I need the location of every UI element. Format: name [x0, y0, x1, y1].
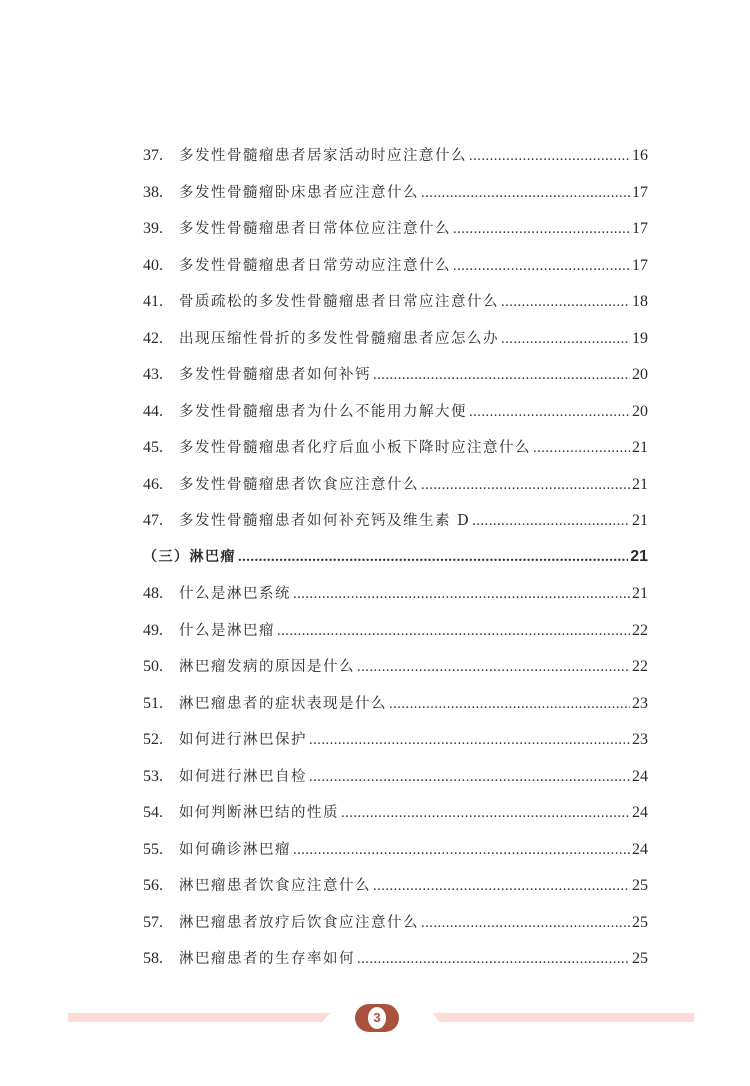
page-ref: 25 — [632, 913, 648, 931]
entry-number: 53. — [143, 767, 163, 785]
dot-leader — [373, 878, 630, 895]
dot-leader — [501, 331, 630, 348]
entry-title: 多发性骨髓瘤患者饮食应注意什么 — [179, 476, 419, 493]
toc-entry[interactable] — [143, 290, 648, 327]
page-number: 3 — [368, 1007, 386, 1029]
entry-number: 56. — [143, 877, 163, 894]
dot-leader — [453, 221, 630, 238]
section-title: （三）淋巴瘤 — [143, 548, 236, 565]
entry-title: 多发性骨髓瘤患者如何补钙 — [179, 367, 371, 383]
entry-title: 多发性骨髓瘤患者居家活动时应注意什么 — [179, 148, 467, 164]
entry-number: 48. — [143, 585, 163, 602]
toc-entry[interactable] — [143, 765, 648, 802]
entry-title: 淋巴瘤患者的症状表现是什么 — [179, 695, 387, 712]
footer-bar-right — [432, 1013, 694, 1022]
toc-entry[interactable] — [143, 509, 648, 546]
dot-leader — [309, 769, 630, 786]
dot-leader — [277, 623, 630, 640]
entry-title: 淋巴瘤患者的生存率如何 — [179, 951, 355, 967]
page-ref: 18 — [632, 293, 648, 310]
entry-title: 什么是淋巴瘤 — [179, 622, 275, 639]
dot-leader — [373, 367, 630, 384]
dot-leader — [469, 404, 630, 421]
toc-entry[interactable] — [143, 327, 648, 364]
entry-title: 多发性骨髓瘤患者为什么不能用力解大便 — [179, 403, 467, 420]
entry-title: 多发性骨髓瘤患者如何补充钙及维生素 D — [179, 513, 471, 529]
entry-number: 57. — [143, 913, 163, 931]
page-ref: 21 — [630, 547, 648, 565]
page-ref: 20 — [632, 366, 648, 383]
entry-title: 多发性骨髓瘤患者日常劳动应注意什么 — [179, 257, 451, 274]
toc-entry[interactable] — [143, 363, 648, 400]
page-ref: 21 — [632, 585, 648, 602]
toc-entry[interactable] — [143, 400, 648, 437]
toc-entry[interactable] — [143, 911, 648, 948]
entry-number: 45. — [143, 439, 163, 456]
page-ref: 21 — [632, 512, 648, 529]
toc-entry[interactable] — [143, 838, 648, 875]
entry-title: 多发性骨髓瘤患者化疗后血小板下降时应注意什么 — [179, 440, 531, 456]
entry-title: 如何判断淋巴结的性质 — [179, 805, 339, 821]
entry-title: 什么是淋巴系统 — [179, 586, 291, 602]
entry-number: 40. — [143, 256, 163, 274]
toc-entry[interactable] — [143, 144, 648, 181]
entry-title: 骨质疏松的多发性骨髓瘤患者日常应注意什么 — [179, 294, 499, 310]
footer-bar-left — [68, 1013, 330, 1022]
dot-leader — [472, 513, 630, 530]
entry-number: 54. — [143, 804, 163, 821]
toc-entry[interactable] — [143, 874, 648, 911]
dot-leader — [533, 440, 630, 457]
page-ref: 23 — [632, 731, 648, 748]
dot-leader — [357, 951, 630, 968]
table-of-contents — [143, 144, 648, 984]
toc-entry[interactable] — [143, 473, 648, 510]
entry-title: 淋巴瘤患者放疗后饮食应注意什么 — [179, 914, 419, 931]
entry-title: 淋巴瘤发病的原因是什么 — [179, 659, 355, 675]
page-ref: 21 — [632, 439, 648, 456]
page-ref: 25 — [632, 950, 648, 967]
page-ref: 16 — [632, 147, 648, 164]
dot-leader — [501, 294, 630, 311]
page-ref: 21 — [632, 475, 648, 493]
page-ref: 17 — [632, 256, 648, 274]
toc-entry[interactable] — [143, 728, 648, 765]
page-ref: 24 — [632, 767, 648, 785]
entry-number: 47. — [143, 512, 163, 529]
dot-leader — [293, 842, 630, 859]
dot-leader — [309, 732, 630, 749]
entry-number: 58. — [143, 950, 163, 967]
dot-leader — [421, 185, 630, 202]
entry-number: 49. — [143, 621, 163, 639]
toc-entry[interactable] — [143, 947, 648, 984]
dot-leader — [293, 586, 630, 603]
dot-leader — [389, 696, 630, 713]
page-ref: 23 — [632, 694, 648, 712]
entry-title: 如何确诊淋巴瘤 — [179, 841, 291, 858]
entry-number: 37. — [143, 147, 163, 164]
dot-leader — [469, 148, 630, 165]
toc-entry[interactable] — [143, 655, 648, 692]
entry-number: 51. — [143, 694, 163, 712]
entry-number: 43. — [143, 366, 163, 383]
entry-number: 42. — [143, 329, 163, 347]
toc-entry[interactable] — [143, 181, 648, 218]
entry-title: 淋巴瘤患者饮食应注意什么 — [179, 878, 371, 894]
page-ref: 17 — [632, 220, 648, 237]
entry-number: 50. — [143, 658, 163, 675]
dot-leader — [453, 258, 630, 275]
toc-entry[interactable] — [143, 619, 648, 656]
page-number-badge — [355, 1004, 399, 1032]
page-ref: 20 — [632, 402, 648, 420]
dot-leader — [421, 477, 630, 494]
dot-leader — [421, 915, 630, 932]
toc-entry[interactable] — [143, 217, 648, 254]
page-ref: 24 — [632, 840, 648, 858]
toc-entry[interactable] — [143, 801, 648, 838]
entry-number: 46. — [143, 475, 163, 493]
entry-title: 多发性骨髓瘤卧床患者应注意什么 — [179, 184, 419, 201]
entry-title: 如何进行淋巴自检 — [179, 768, 307, 785]
entry-number: 55. — [143, 840, 163, 858]
entry-title: 如何进行淋巴保护 — [179, 732, 307, 748]
entry-number: 41. — [143, 293, 163, 310]
toc-section-heading[interactable] — [143, 546, 648, 583]
toc-entry[interactable] — [143, 692, 648, 729]
entry-number: 39. — [143, 220, 163, 237]
page-ref: 22 — [632, 658, 648, 675]
toc-entry[interactable] — [143, 254, 648, 291]
entry-title: 出现压缩性骨折的多发性骨髓瘤患者应怎么办 — [179, 330, 499, 347]
entry-number: 52. — [143, 731, 163, 748]
toc-entry[interactable] — [143, 436, 648, 473]
page-ref: 24 — [632, 804, 648, 821]
dot-leader — [357, 659, 630, 676]
entry-title: 多发性骨髓瘤患者日常体位应注意什么 — [179, 221, 451, 237]
page-ref: 25 — [632, 877, 648, 894]
entry-number: 38. — [143, 183, 163, 201]
toc-entry[interactable] — [143, 582, 648, 619]
page-ref: 22 — [632, 621, 648, 639]
dot-leader — [341, 805, 630, 822]
entry-number: 44. — [143, 402, 163, 420]
page-ref: 17 — [632, 183, 648, 201]
page-ref: 19 — [632, 329, 648, 347]
dot-leader — [238, 549, 628, 566]
